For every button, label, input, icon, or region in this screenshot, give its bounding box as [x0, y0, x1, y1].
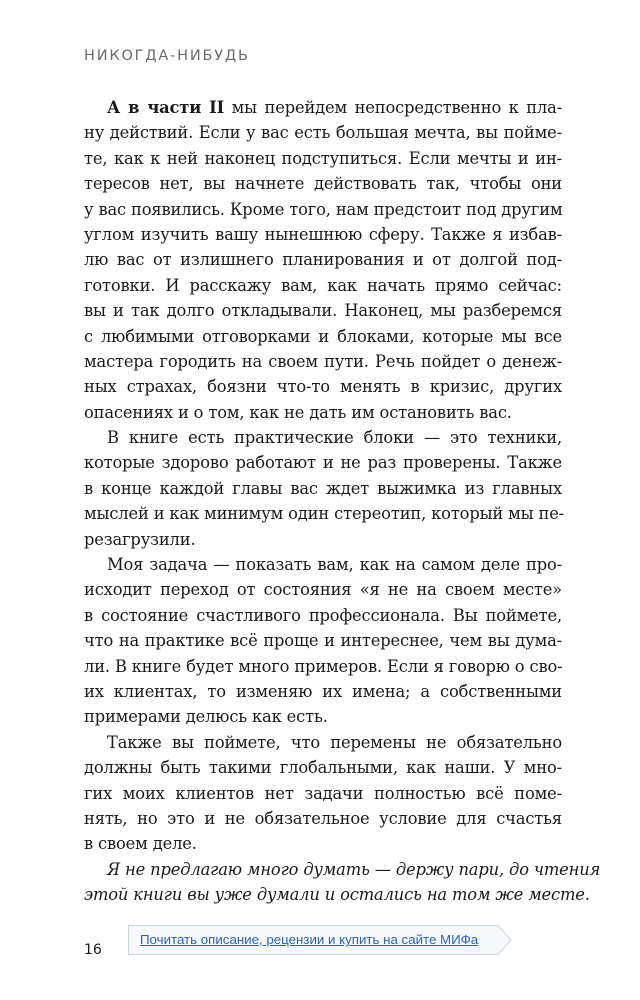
- text-line: В книге есть практические блоки — это техники,: [107, 428, 562, 448]
- text-line: что на практике всё проще и интереснее, чем вы дума-: [84, 631, 562, 651]
- text-line: в своем деле.: [84, 834, 197, 854]
- text-line: тересов нет, вы начнете действовать так, чтобы они: [84, 174, 562, 194]
- text-line: должны быть такими глобальными, как наши. У мно-: [84, 758, 562, 778]
- text-line: лю вас от излишнего планирования и от долгой под-: [84, 250, 562, 270]
- page-body: [84, 95, 601, 908]
- text-line: с любимыми отговорками и блоками, которые мы все: [84, 326, 562, 346]
- text-line: мыслей и как минимум один стереотип, который мы пе-: [84, 504, 565, 524]
- bold-lead-in: А в части II: [107, 98, 225, 117]
- text-line: в конце каждой главы вас ждет выжимка из главных: [84, 478, 562, 498]
- text-line: те, как к ней наконец подступиться. Если мечты и ин-: [84, 148, 562, 168]
- text-line: Также вы поймете, что перемены не обязательно: [107, 732, 562, 752]
- text-line: которые здорово работают и не раз проверены. Также: [84, 453, 562, 473]
- text-line: вы и так долго откладывали. Наконец, мы разберемся: [84, 301, 562, 321]
- text-line: в состояние счастливого профессионала. Вы поймете,: [84, 605, 562, 625]
- page-number: 16: [84, 942, 102, 958]
- text-line: примерами делюсь как есть.: [84, 707, 328, 727]
- italic-text-line: этой книги вы уже думали и остались на том же месте.: [84, 885, 590, 905]
- text-line: их клиентах, то изменяю их имена; а собственными: [84, 681, 562, 701]
- running-header: НИКОГДА-НИБУДЬ: [84, 48, 250, 64]
- text-line: исходит переход от состояния «я не на своем месте»: [84, 580, 562, 600]
- mif-purchase-link[interactable]: Почитать описание, рецензии и купить на сайте МИФа: [140, 932, 479, 947]
- text-line: мастера городить на своем пути. Речь пойдет о денеж-: [84, 351, 562, 371]
- text-line: ну действий. Если у вас есть большая мечта, вы пойме-: [84, 123, 562, 143]
- text-line: ли. В книге будет много примеров. Если я говорю о сво-: [84, 656, 563, 676]
- text-line: у вас появились. Кроме того, нам предстоит под другим: [84, 199, 563, 219]
- text-line: нять, но это и не обязательное условие для счастья: [84, 808, 562, 828]
- text-line: опасениях и о том, как не дать им остановить вас.: [84, 402, 512, 422]
- text-line: гих моих клиентов нет задачи полностью всё поме-: [84, 783, 562, 803]
- text-line: Моя задача — показать вам, как на самом деле про-: [107, 555, 562, 575]
- text-line: А в части II мы перейдем непосредственно к пла-: [107, 98, 562, 117]
- mif-purchase-banner[interactable]: [128, 925, 512, 955]
- text-line: углом изучить вашу нынешнюю сферу. Также я избав-: [84, 224, 562, 244]
- text-line: резагрузили.: [84, 529, 196, 549]
- italic-text-line: Я не предлагаю много думать — держу пари, до чтения: [107, 859, 601, 879]
- text-line: ных страхах, боязни что-то менять в кризис, других: [84, 377, 562, 397]
- text-line: готовки. И расскажу вам, как начать прямо сейчас:: [84, 275, 562, 295]
